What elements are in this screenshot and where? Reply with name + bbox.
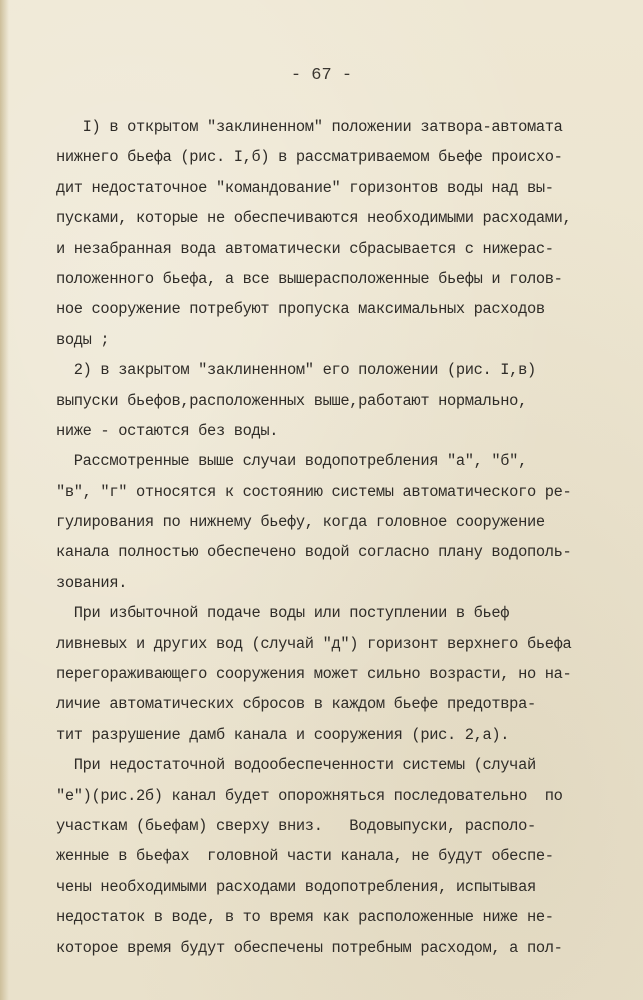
text-line: чены необходимыми расходами водопотребления, испытывая <box>56 877 536 896</box>
text-line: которое время будут обеспечены потребным расходом, а пол- <box>56 938 563 957</box>
text-line: гулирования по нижнему бьефу, когда головное сооружение <box>56 513 545 532</box>
text-line: выпуски бьефов,расположенных выше,работают нормально, <box>56 391 527 410</box>
text-line: ное сооружение потребуют пропуска максимальных расходов <box>56 300 545 319</box>
text-line: "е")(рис.2б) канал будет опорожняться последовательно по <box>56 786 563 805</box>
text-line: "в", "г" относятся к состоянию системы автоматического ре- <box>56 482 572 501</box>
text-line: I) в открытом "заклиненном" положении затвора-автомата <box>56 118 563 136</box>
text-line: нижнего бьефа (рис. I,б) в рассматриваемом бьефе происхо- <box>56 148 563 167</box>
text-line: тит разрушение дамб канала и сооружения (рис. 2,а). <box>56 725 510 744</box>
text-line: 2) в закрытом "заклиненном" его положении (рис. I,в) <box>56 361 536 380</box>
text-line: положенного бьефа, а все вышерасположенные бьефы и голов- <box>56 269 563 288</box>
text-line: ливневых и других вод (случай "д") горизонт верхнего бьефа <box>56 634 572 653</box>
text-line: При недостаточной водообеспеченности системы (случай <box>56 756 536 775</box>
text-line: недостаток в воде, в то время как расположенные ниже не- <box>56 908 554 927</box>
text-line: личие автоматических сбросов в каждом бьефе предотвра- <box>56 695 536 714</box>
text-line: канала полностью обеспечено водой согласно плану водополь- <box>56 543 572 562</box>
text-line: участкам (бьефам) сверху вниз. Водовыпуски, располо- <box>56 816 536 835</box>
text-line: ниже - остаются без воды. <box>56 421 279 440</box>
text-line: перегораживающего сооружения может сильно возрасти, но на- <box>56 665 572 684</box>
text-line: пусками, которые не обеспечиваются необходимыми расходами, <box>56 209 572 228</box>
page-number: - 67 - <box>290 66 353 85</box>
text-line: Рассмотренные выше случаи водопотребления "а", "б", <box>56 452 527 471</box>
text-line: дит недостаточное "командование" горизонтов воды над вы- <box>56 178 554 197</box>
text-line: При избыточной подаче воды или поступлении в бьеф <box>56 604 510 623</box>
body-text <box>56 112 636 963</box>
page-binding-edge <box>0 0 9 1000</box>
text-line: зования. <box>56 573 128 592</box>
text-line: женные в бьефах головной части канала, не будут обеспе- <box>56 847 554 866</box>
text-line: и незабранная вода автоматически сбрасывается с нижерас- <box>56 239 554 258</box>
text-line: воды ; <box>56 330 110 349</box>
